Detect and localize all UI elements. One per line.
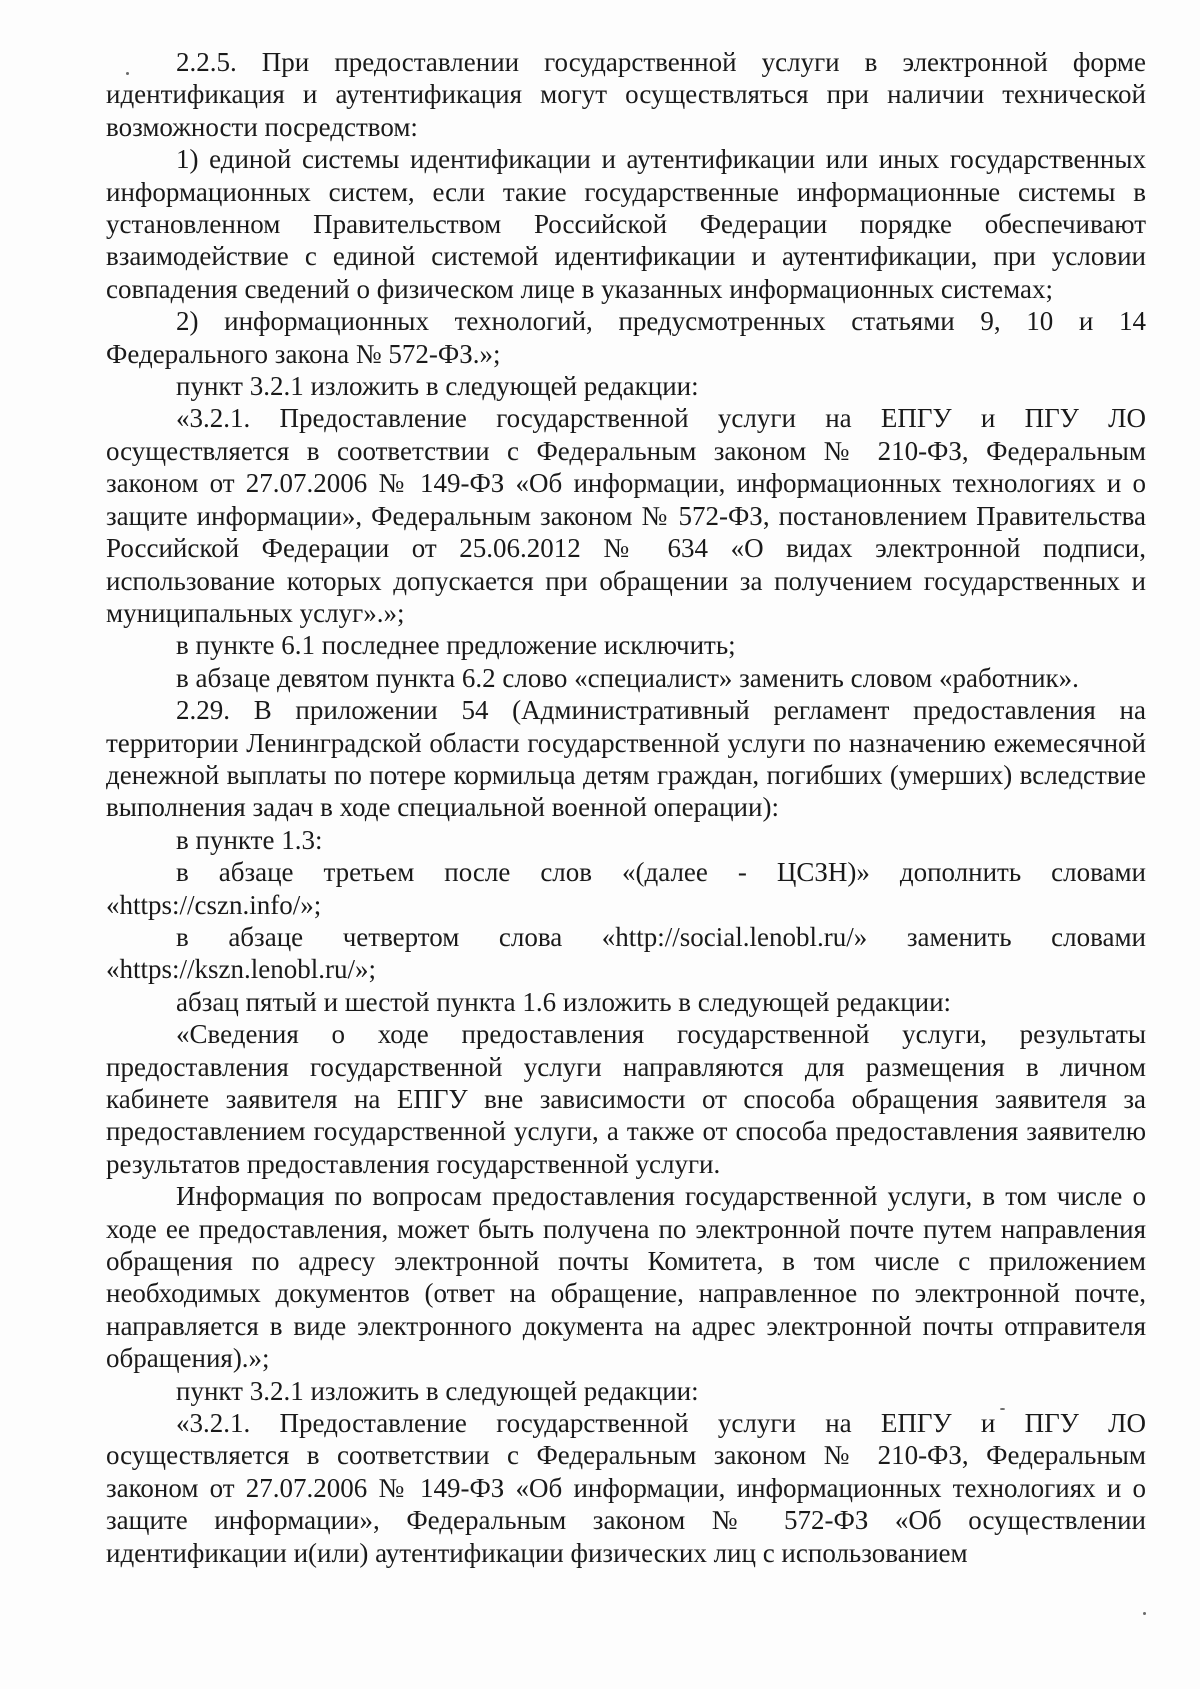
paragraph: в абзаце девятом пункта 6.2 слово «специалист» заменить словом «работник». xyxy=(176,662,1079,693)
paragraph: 2) информационных технологий, предусмотренных статьями 9, 10 и 14 Федерального закона № 572-ФЗ.»; xyxy=(106,306,1146,369)
scan-speck xyxy=(1143,1612,1146,1615)
paragraph: в абзаце четвертом слова «http://social.lenobl.ru/» заменить словами «https://kszn.lenobl.ru/»; xyxy=(106,921,1146,985)
paragraph: в пункте 6.1 последнее предложение исключить; xyxy=(176,630,736,661)
paragraph: абзац пятый и шестой пункта 1.6 изложить в следующей редакции: xyxy=(176,986,952,1017)
paragraph: 2.29. В приложении 54 (Административный регламент предоставления на территории Ленинградской области государственной услуги по назначению ежемесячной денежной выплаты по потере кормильца детям граждан, погибших (умерших) вследствие выполнения задач в ходе специальной военной операции): xyxy=(106,695,1146,823)
paragraph: «3.2.1. Предоставление государственной услуги на ЕПГУ и ПГУ ЛО осуществляется в соответствии с Федеральным законом № 210-ФЗ, Федеральным законом от 27.07.2006 № 149-ФЗ «Об информации, информационных технологиях и о защите информации», Федеральным законом № 572-ФЗ, постановлением Правительства Российской Федерации от 25.06.2012 № 634 «О видах электронной подписи, использование которых допускается при обращении за получением государственных и муниципальных услуг».»; xyxy=(106,403,1146,628)
paragraph: в пункте 1.3: xyxy=(176,824,323,855)
paragraph: «Сведения о ходе предоставления государственной услуги, результаты предоставления государственной услуги направляются для размещения в личном кабинете заявителя на ЕПГУ вне зависимости от способа обращения заявителя за предоставлением государственной услуги, а также от способа предоставления заявителю результатов предоставления государственной услуги. xyxy=(106,1019,1146,1179)
paragraph: 1) единой системы идентификации и аутентификации или иных государственных информационных систем, если такие государственные информационные системы в установленном Правительством Российской Федерации порядке обеспечивают взаимодействие с единой системой идентификации и аутентификации, при условии совпадения сведений о физическом лице в указанных информационных системах; xyxy=(106,144,1146,304)
paragraph: пункт 3.2.1 изложить в следующей редакции: xyxy=(176,371,699,402)
paragraph: пункт 3.2.1 изложить в следующей редакции: xyxy=(176,1375,699,1406)
document-text xyxy=(106,46,1146,1569)
paragraph: в абзаце третьем после слов «(далее - ЦСЗН)» дополнить словами «https://cszn.info/»; xyxy=(106,857,1146,920)
paragraph: «3.2.1. Предоставление государственной услуги на ЕПГУ и ПГУ ЛО осуществляется в соответствии с Федеральным законом № 210-ФЗ, Федеральным законом от 27.07.2006 № 149-ФЗ «Об информации, информационных технологиях и о защите информации», Федеральным законом № 572-ФЗ «Об осуществлении идентификации и(или) аутентификации физических лиц с использованием xyxy=(106,1408,1146,1568)
paragraph: Информация по вопросам предоставления государственной услуги, в том числе о ходе ее предоставления, может быть получена по электронной почте путем направления обращения по адресу электронной почты Комитета, в том числе с приложением необходимых документов (ответ на обращение, направленное по электронной почте, направляется в виде электронного документа на адрес электронной почты отправителя обращения).»; xyxy=(106,1181,1146,1374)
paragraph: 2.2.5. При предоставлении государственной услуги в электронной форме идентификация и аутентификация могут осуществляться при наличии технической возможности посредством: xyxy=(106,47,1146,142)
